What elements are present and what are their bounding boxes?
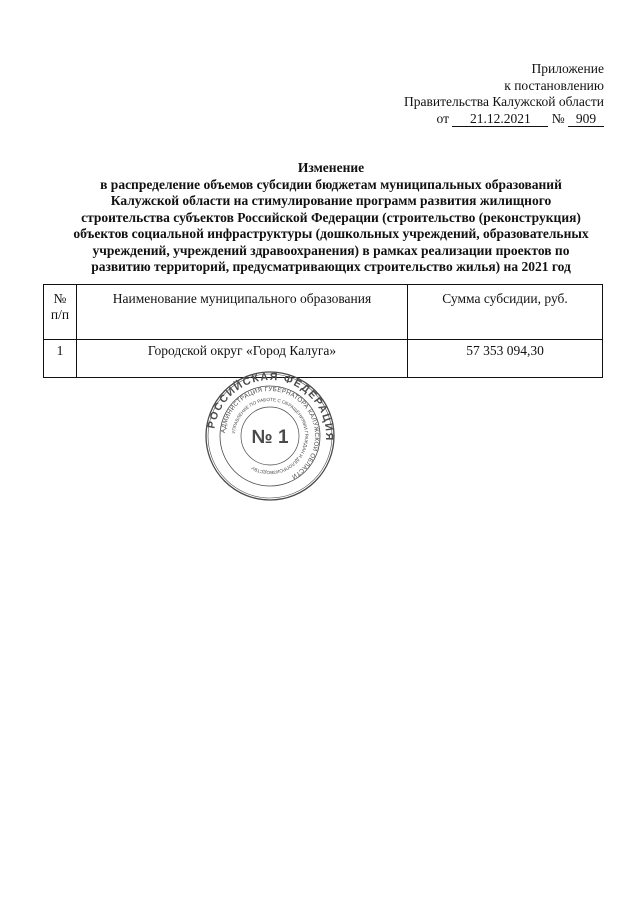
title-heading: Изменение	[297, 160, 365, 175]
appendix-title: Приложение	[531, 61, 604, 76]
official-seal-stamp	[204, 370, 336, 502]
seal-ring-text: АДМИНИСТРАЦИЯ ГУБЕРНАТОРА КАЛУЖСКОЙ ОБЛАСТИ	[220, 385, 321, 481]
title-line: развитию территорий, предусматривающих строительство жилья) на 2021 год	[91, 259, 571, 274]
appendix-block	[404, 61, 604, 127]
appendix-government: Правительства Калужской области	[403, 94, 604, 109]
header-name: Наименование муниципального образования	[77, 285, 408, 340]
header-number-sign: №	[53, 291, 67, 306]
appendix-resolution: к постановлению	[504, 77, 604, 93]
header-number-pp: п/п	[50, 307, 70, 322]
header-number	[44, 285, 77, 340]
title-line: учреждений, учреждений здравоохранения) в рамках реализации проектов по	[92, 242, 570, 258]
title-line: в распределение объемов субсидии бюджетам муниципальных образований	[100, 176, 562, 192]
seal-outer-text: РОССИЙСКАЯ ФЕДЕРАЦИЯ	[205, 370, 336, 442]
number-label: №	[551, 110, 565, 126]
row-name: Городской округ «Город Калуга»	[77, 340, 408, 378]
title-line: Калужской области на стимулирование программ развития жилищного	[110, 193, 552, 208]
row-sum: 57 353 094,30	[408, 340, 603, 378]
from-label: от	[436, 110, 449, 126]
title-line: строительства субъектов Российской Федерации (строительство (реконструкция)	[81, 209, 581, 225]
document-title	[40, 160, 622, 276]
header-sum: Сумма субсидии, руб.	[408, 285, 603, 340]
resolution-number: 909	[568, 112, 604, 127]
seal-center-number: № 1	[251, 427, 289, 448]
subsidy-table	[43, 284, 603, 378]
row-number: 1	[44, 340, 77, 378]
table-header-row	[44, 285, 603, 340]
appendix-date-line	[404, 111, 604, 128]
resolution-date: 21.12.2021	[452, 112, 548, 127]
seal-inner-text: УПРАВЛЕНИЕ ПО РАБОТЕ С ОБРАЩЕНИЯМИ ГРАЖДАН И ДЕЛОПРОИЗВОДСТВУ	[231, 396, 310, 476]
title-line: объектов социальной инфраструктуры (дошкольных учреждений, образовательных	[73, 226, 589, 241]
